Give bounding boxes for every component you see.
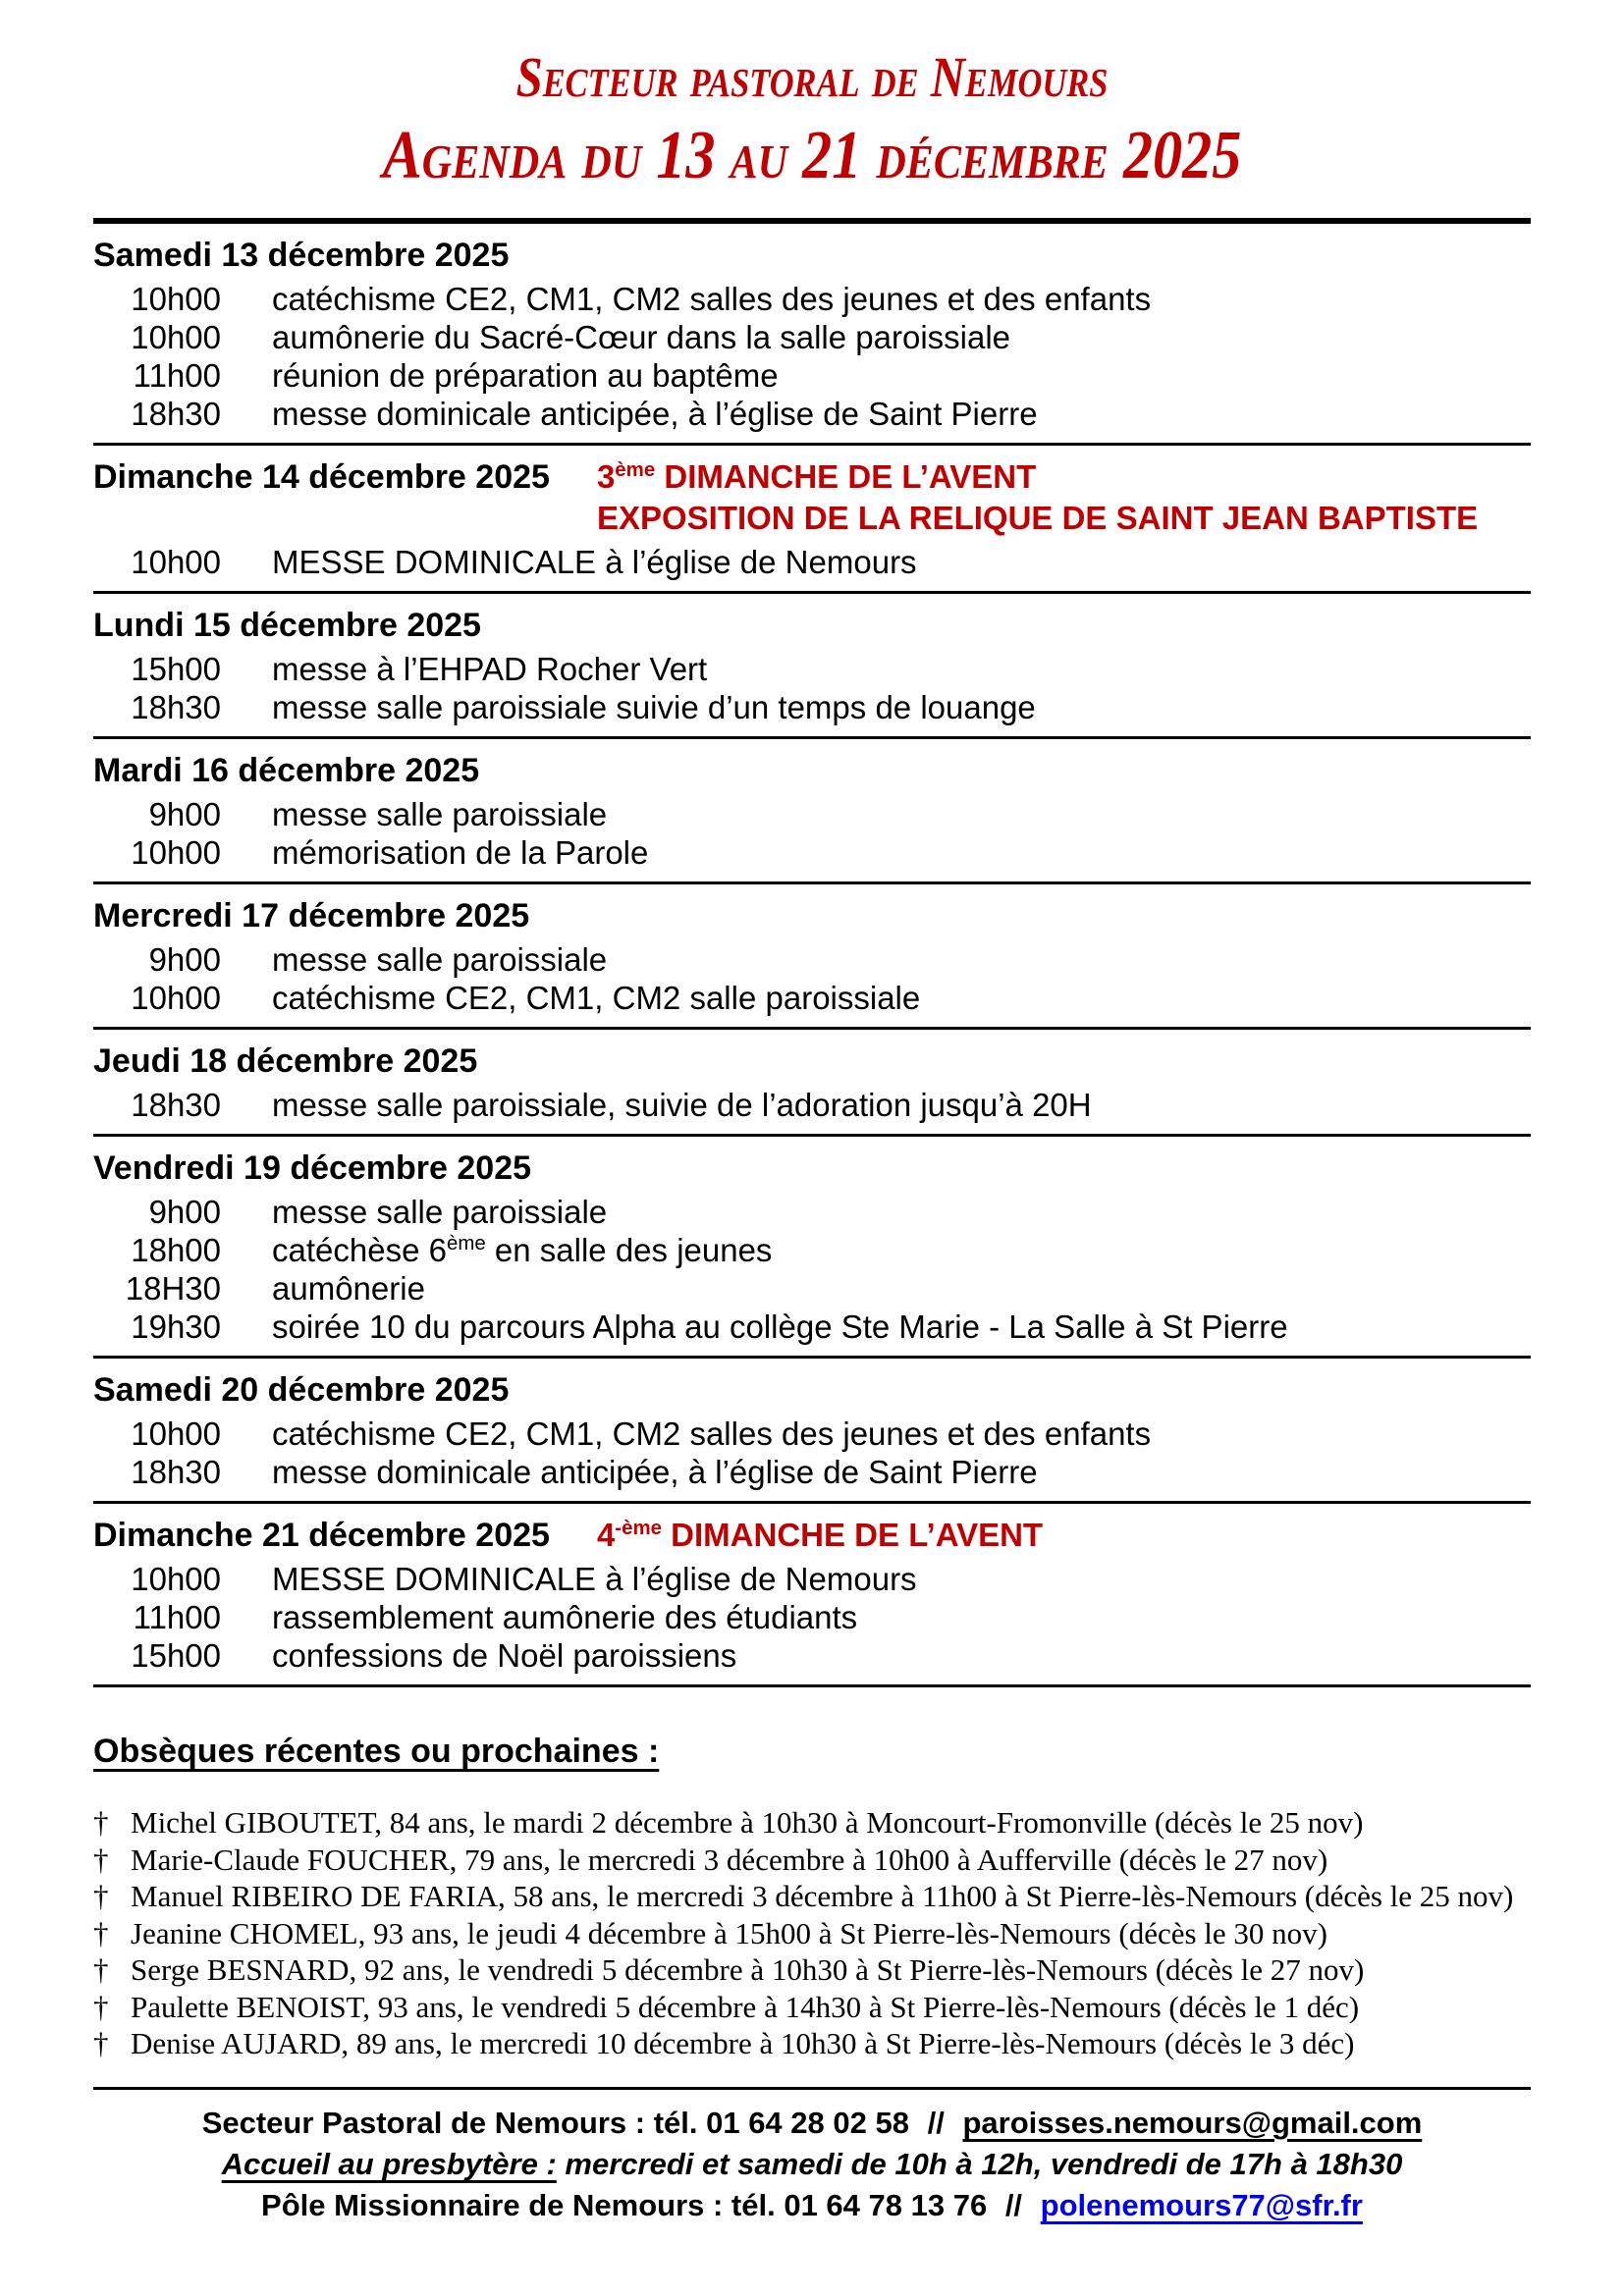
agenda-days bbox=[93, 224, 1531, 1687]
event-description: catéchisme CE2, CM1, CM2 salles des jeunes et des enfants bbox=[272, 281, 1152, 317]
event-time: 10h00 bbox=[131, 281, 221, 317]
day-date-heading: Dimanche 14 décembre 2025 bbox=[93, 458, 550, 496]
obituaries-heading: Obsèques récentes ou prochaines : bbox=[93, 1733, 660, 1770]
day-header bbox=[93, 895, 1531, 936]
footer-separator: // bbox=[927, 2106, 945, 2140]
obituary-text: Denise AUJARD, 89 ans, le mercredi 10 décembre à 10h30 à St Pierre-lès-Nemours (décès le 3 déc) bbox=[131, 2026, 1355, 2060]
obituary-text: Paulette BENOIST, 93 ans, le vendredi 5 décembre à 14h30 à St Pierre-lès-Nemours (décès le 1 déc) bbox=[131, 1989, 1360, 2024]
event-time: 15h00 bbox=[131, 651, 221, 687]
footer-line-accueil bbox=[93, 2144, 1531, 2185]
sfr-email-link[interactable]: polenemours77@sfr.fr bbox=[1040, 2188, 1363, 2222]
event-row bbox=[93, 1598, 1531, 1636]
event-description: messe salle paroissiale bbox=[272, 1194, 608, 1230]
event-row bbox=[93, 318, 1531, 356]
day-section bbox=[93, 594, 1531, 726]
footer-divider bbox=[93, 2087, 1531, 2090]
event-row bbox=[93, 1636, 1531, 1675]
event-description: MESSE DOMINICALE à l’église de Nemours bbox=[272, 544, 917, 580]
dagger-icon: † bbox=[93, 1879, 109, 1913]
obituary-text: Manuel RIBEIRO DE FARIA, 58 ans, le mercredi 3 décembre à 11h00 à St Pierre-lès-Nemours (décès le 25 nov) bbox=[131, 1879, 1514, 1913]
footer-line-pole bbox=[93, 2185, 1531, 2226]
footer-accueil-label: Accueil au presbytère : bbox=[221, 2147, 557, 2181]
event-row bbox=[93, 1453, 1531, 1491]
day-date-heading: Lundi 15 décembre 2025 bbox=[93, 607, 481, 644]
footer-line-secteur bbox=[93, 2103, 1531, 2144]
event-time: 10h00 bbox=[131, 980, 221, 1016]
event-description: messe salle paroissiale, suivie de l’adoration jusqu’à 20H bbox=[272, 1087, 1092, 1123]
event-time: 11h00 bbox=[133, 357, 221, 394]
event-time: 18h30 bbox=[131, 396, 221, 432]
event-row bbox=[93, 795, 1531, 833]
day-header bbox=[93, 1148, 1531, 1189]
event-time: 9h00 bbox=[148, 796, 221, 832]
day-section bbox=[93, 884, 1531, 1017]
event-row bbox=[93, 395, 1531, 433]
footer-accueil-hours: mercredi et samedi de 10h à 12h, vendredi de 17h à 18h30 bbox=[556, 2147, 1403, 2181]
footer-separator: // bbox=[1004, 2188, 1023, 2222]
event-list bbox=[93, 1415, 1531, 1491]
event-description: aumônerie bbox=[272, 1270, 425, 1307]
event-time: 18h30 bbox=[131, 1087, 221, 1123]
event-time: 11h00 bbox=[133, 1599, 221, 1635]
day-header bbox=[93, 235, 1531, 276]
event-time: 10h00 bbox=[131, 834, 221, 871]
dagger-icon: † bbox=[93, 2026, 109, 2060]
event-list bbox=[93, 650, 1531, 726]
event-row bbox=[93, 1415, 1531, 1453]
event-row bbox=[93, 940, 1531, 979]
event-row bbox=[93, 280, 1531, 318]
obituary-row bbox=[93, 2025, 1531, 2062]
obituary-text: Serge BESNARD, 92 ans, le vendredi 5 décembre à 10h30 à St Pierre-lès-Nemours (décès le 27 nov) bbox=[131, 1952, 1365, 1987]
obituary-row bbox=[93, 1951, 1531, 1989]
event-row bbox=[93, 650, 1531, 688]
event-row bbox=[93, 688, 1531, 726]
day-header bbox=[93, 1515, 1531, 1556]
event-description: réunion de préparation au baptême bbox=[272, 357, 779, 394]
day-header bbox=[93, 456, 1531, 539]
day-section bbox=[93, 1359, 1531, 1491]
day-note-line: EXPOSITION DE LA RELIQUE DE SAINT JEAN BAPTISTE bbox=[596, 500, 1479, 536]
event-time: 9h00 bbox=[148, 941, 221, 978]
event-description: MESSE DOMINICALE à l’église de Nemours bbox=[272, 1561, 917, 1597]
day-section bbox=[93, 1137, 1531, 1346]
day-note-line: $4^{-ème}$ DIMANCHE DE L’AVENT bbox=[596, 1517, 1044, 1553]
event-row bbox=[93, 543, 1531, 581]
obituaries-section bbox=[93, 1733, 1531, 2062]
event-list bbox=[93, 940, 1531, 1017]
event-time: 18h00 bbox=[131, 1232, 221, 1268]
page-title-line1: Secteur pastoral de Nemours bbox=[515, 45, 1109, 109]
event-list bbox=[93, 1086, 1531, 1124]
day-date-heading: Samedi 20 décembre 2025 bbox=[93, 1371, 510, 1409]
event-description: rassemblement aumônerie des étudiants bbox=[272, 1599, 858, 1635]
day-header bbox=[93, 1041, 1531, 1082]
event-row bbox=[93, 356, 1531, 395]
obituary-row bbox=[93, 1842, 1531, 1879]
footer-secteur-label: Secteur Pastoral de Nemours : tél. 01 64 28 02 58 bbox=[201, 2106, 909, 2140]
day-date-heading: Samedi 13 décembre 2025 bbox=[93, 237, 510, 274]
footer-pole-label: Pôle Missionnaire de Nemours : tél. 01 64 78 13 76 bbox=[261, 2188, 988, 2222]
day-section bbox=[93, 1504, 1531, 1675]
event-description: messe salle paroissiale bbox=[272, 941, 608, 978]
event-description: messe dominicale anticipée, à l’église de Saint Pierre bbox=[272, 1454, 1038, 1490]
day-liturgical-note bbox=[597, 1515, 1043, 1556]
day-section bbox=[93, 224, 1531, 433]
day-date-heading: Dimanche 21 décembre 2025 bbox=[93, 1517, 550, 1554]
obituary-text: Jeanine CHOMEL, 93 ans, le jeudi 4 décembre à 15h00 à St Pierre-lès-Nemours (décès le 30 nov) bbox=[131, 1915, 1327, 1950]
event-list bbox=[93, 1193, 1531, 1346]
event-description: catéchisme CE2, CM1, CM2 salles des jeunes et des enfants bbox=[272, 1415, 1152, 1452]
event-time: 18h30 bbox=[131, 689, 221, 725]
event-time: 10h00 bbox=[131, 319, 221, 355]
day-header bbox=[93, 605, 1531, 646]
event-description: messe salle paroissiale suivie d’un temps de louange bbox=[272, 689, 1036, 725]
event-list bbox=[93, 543, 1531, 581]
day-header bbox=[93, 1369, 1531, 1411]
obituary-row bbox=[93, 1989, 1531, 2026]
event-list bbox=[93, 280, 1531, 433]
day-section bbox=[93, 446, 1531, 581]
event-row bbox=[93, 1560, 1531, 1598]
event-time: 9h00 bbox=[148, 1194, 221, 1230]
page-header bbox=[93, 0, 1531, 198]
page-title-line2: Agenda du 13 au 21 décembre 2025 bbox=[382, 118, 1242, 193]
event-description: catéchèse 6ème en salle des jeunes bbox=[272, 1232, 773, 1268]
event-time: 19h30 bbox=[131, 1308, 221, 1345]
event-description: aumônerie du Sacré-Cœur dans la salle paroissiale bbox=[272, 319, 1011, 355]
obituary-row bbox=[93, 1878, 1531, 1915]
event-description: messe dominicale anticipée, à l’église de Saint Pierre bbox=[272, 396, 1038, 432]
obituaries-list bbox=[93, 1804, 1531, 2062]
dagger-icon: † bbox=[93, 1915, 109, 1950]
event-description: confessions de Noël paroissiens bbox=[272, 1637, 737, 1674]
event-time: 15h00 bbox=[131, 1637, 221, 1674]
obituary-row bbox=[93, 1915, 1531, 1952]
event-list bbox=[93, 795, 1531, 872]
day-header bbox=[93, 750, 1531, 791]
gmail-email-link[interactable]: paroisses.nemours@gmail.com bbox=[962, 2106, 1423, 2140]
event-row bbox=[93, 1086, 1531, 1124]
dagger-icon: † bbox=[93, 1952, 109, 1987]
event-description: mémorisation de la Parole bbox=[272, 834, 649, 871]
day-date-heading: Mardi 16 décembre 2025 bbox=[93, 752, 480, 789]
event-row bbox=[93, 1269, 1531, 1308]
page-footer bbox=[93, 2087, 1531, 2226]
event-description: catéchisme CE2, CM1, CM2 salle paroissiale bbox=[272, 980, 921, 1016]
event-time: 10h00 bbox=[131, 1415, 221, 1452]
dagger-icon: † bbox=[93, 1805, 109, 1840]
day-section bbox=[93, 1030, 1531, 1124]
day-date-heading: Jeudi 18 décembre 2025 bbox=[93, 1042, 478, 1080]
day-note-line: 3ème DIMANCHE DE L’AVENT bbox=[596, 458, 1037, 495]
dagger-icon: † bbox=[93, 1842, 109, 1877]
event-description: messe salle paroissiale bbox=[272, 796, 608, 832]
section-divider bbox=[93, 1684, 1531, 1687]
obituary-text: Michel GIBOUTET, 84 ans, le mardi 2 décembre à 10h30 à Moncourt-Fromonville (décès le 25 nov) bbox=[131, 1805, 1364, 1840]
event-row bbox=[93, 979, 1531, 1017]
event-row bbox=[93, 1193, 1531, 1231]
event-time: 18H30 bbox=[125, 1270, 221, 1307]
day-liturgical-note bbox=[597, 456, 1478, 539]
event-row bbox=[93, 1308, 1531, 1346]
event-row bbox=[93, 833, 1531, 872]
event-description: soirée 10 du parcours Alpha au collège Ste Marie - La Salle à St Pierre bbox=[272, 1308, 1288, 1345]
day-date-heading: Mercredi 17 décembre 2025 bbox=[93, 897, 530, 934]
day-section bbox=[93, 739, 1531, 872]
event-time: 18h30 bbox=[131, 1454, 221, 1490]
event-time: 10h00 bbox=[131, 544, 221, 580]
event-row bbox=[93, 1231, 1531, 1269]
dagger-icon: † bbox=[93, 1989, 109, 2024]
obituary-text: Marie-Claude FOUCHER, 79 ans, le mercredi 3 décembre à 10h00 à Aufferville (décès le 27 nov) bbox=[131, 1842, 1328, 1877]
day-date-heading: Vendredi 19 décembre 2025 bbox=[93, 1149, 532, 1187]
event-time: 10h00 bbox=[131, 1561, 221, 1597]
event-list bbox=[93, 1560, 1531, 1675]
event-description: messe à l’EHPAD Rocher Vert bbox=[272, 651, 708, 687]
obituary-row bbox=[93, 1804, 1531, 1842]
